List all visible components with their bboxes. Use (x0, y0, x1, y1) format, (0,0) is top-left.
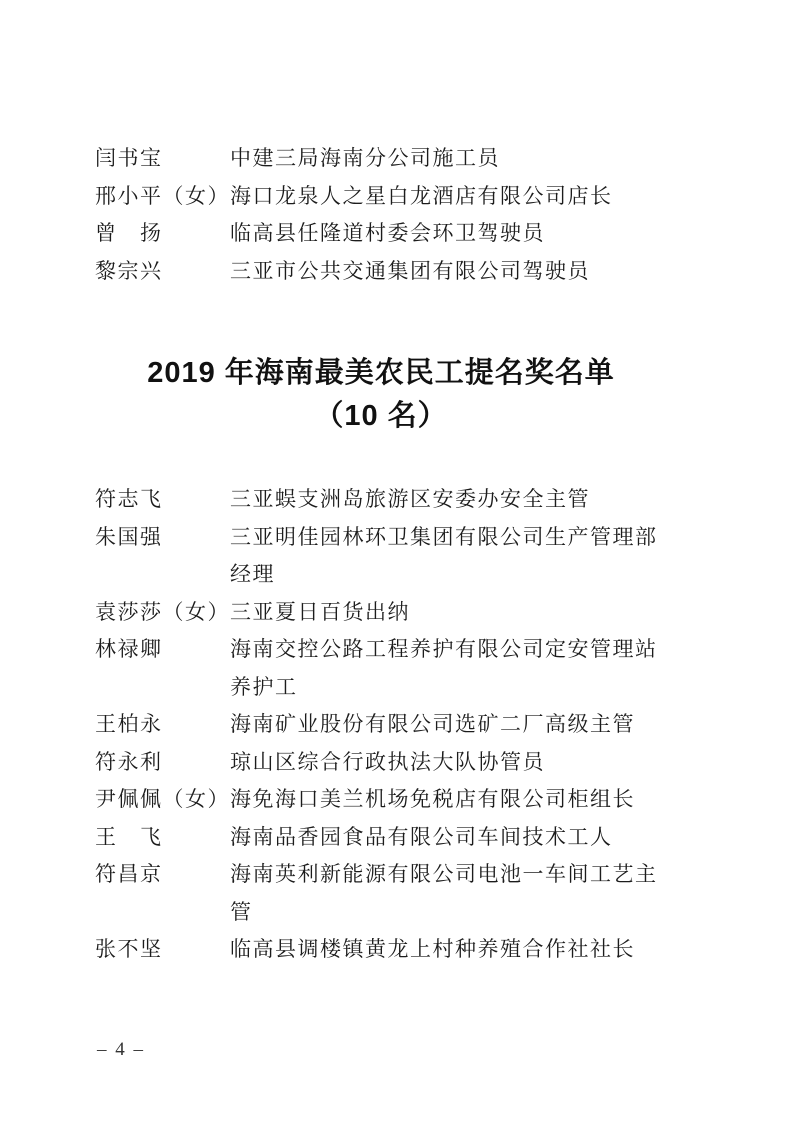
person-name (95, 519, 230, 557)
list-item (95, 781, 667, 819)
person-position: 临高县任隆道村委会环卫驾驶员 (230, 221, 545, 245)
name-text: 林禄卿 (95, 637, 163, 661)
person-position: 三亚市公共交通集团有限公司驾驶员 (230, 258, 590, 283)
person-position: 临高县调楼镇黄龙上村种养殖合作社社长 (230, 937, 635, 961)
section-title (95, 352, 667, 438)
person-position: 三亚夏日百货出纳 (230, 599, 410, 624)
list-item (95, 631, 667, 706)
name-text: 王柏永 (95, 712, 163, 736)
person-name (95, 631, 230, 669)
person-name (95, 253, 230, 291)
list-item (95, 215, 667, 253)
name-text: 符永利 (95, 749, 163, 774)
name-text: 黎宗兴 (95, 258, 163, 283)
section-title-line1: 2019 年海南最美农民工提名奖名单 (147, 357, 615, 389)
gender-note: （女） (162, 787, 230, 811)
person-name (95, 819, 230, 857)
list-item (95, 706, 667, 744)
page-number: – 4 – (97, 1039, 145, 1060)
person-name (95, 140, 230, 178)
person-position: 琼山区综合行政执法大队协管员 (230, 749, 545, 774)
person-name (95, 706, 230, 744)
list-item (95, 856, 667, 931)
list-item (95, 253, 667, 291)
person-name (95, 594, 230, 632)
name-text: 朱国强 (95, 524, 163, 549)
list-item (95, 178, 667, 216)
list-item (95, 819, 667, 857)
person-name (95, 781, 230, 819)
person-position: 海免海口美兰机场免税店有限公司柜组长 (230, 787, 635, 811)
nominee-list (95, 481, 667, 969)
top-award-list (95, 140, 667, 290)
person-name (95, 215, 230, 253)
name-text: 符志飞 (95, 487, 163, 511)
section-title-line2: （10 名） (314, 400, 448, 432)
name-text: 邢小平 (95, 183, 163, 208)
person-position: 海南交控公路工程养护有限公司定安管理站养护工 (230, 637, 658, 699)
name-text: 符昌京 (95, 862, 163, 886)
person-position: 三亚蜈支洲岛旅游区安委办安全主管 (230, 487, 590, 511)
person-position: 海南矿业股份有限公司选矿二厂高级主管 (230, 712, 635, 736)
person-position: 海南英利新能源有限公司电池一车间工艺主管 (230, 862, 658, 924)
person-position: 三亚明佳园林环卫集团有限公司生产管理部经理 (230, 524, 658, 586)
person-name (95, 178, 230, 216)
list-item (95, 931, 667, 969)
list-item (95, 140, 667, 178)
list-item (95, 481, 667, 519)
gender-note: （女） (162, 599, 230, 624)
person-name (95, 856, 230, 894)
name-text: 尹佩佩 (95, 787, 163, 811)
person-position: 中建三局海南分公司施工员 (230, 146, 500, 170)
name-text: 曾 扬 (95, 221, 163, 245)
person-name (95, 744, 230, 782)
list-item (95, 594, 667, 632)
list-item (95, 519, 667, 594)
name-text: 张不坚 (95, 937, 163, 961)
list-item (95, 744, 667, 782)
name-text: 袁莎莎 (95, 599, 163, 624)
name-text: 王 飞 (95, 824, 163, 849)
name-text: 闫书宝 (95, 146, 163, 170)
person-position: 海南品香园食品有限公司车间技术工人 (230, 824, 613, 849)
person-name (95, 481, 230, 519)
gender-note: （女） (162, 183, 230, 208)
person-name (95, 931, 230, 969)
person-position: 海口龙泉人之星白龙酒店有限公司店长 (230, 183, 613, 208)
